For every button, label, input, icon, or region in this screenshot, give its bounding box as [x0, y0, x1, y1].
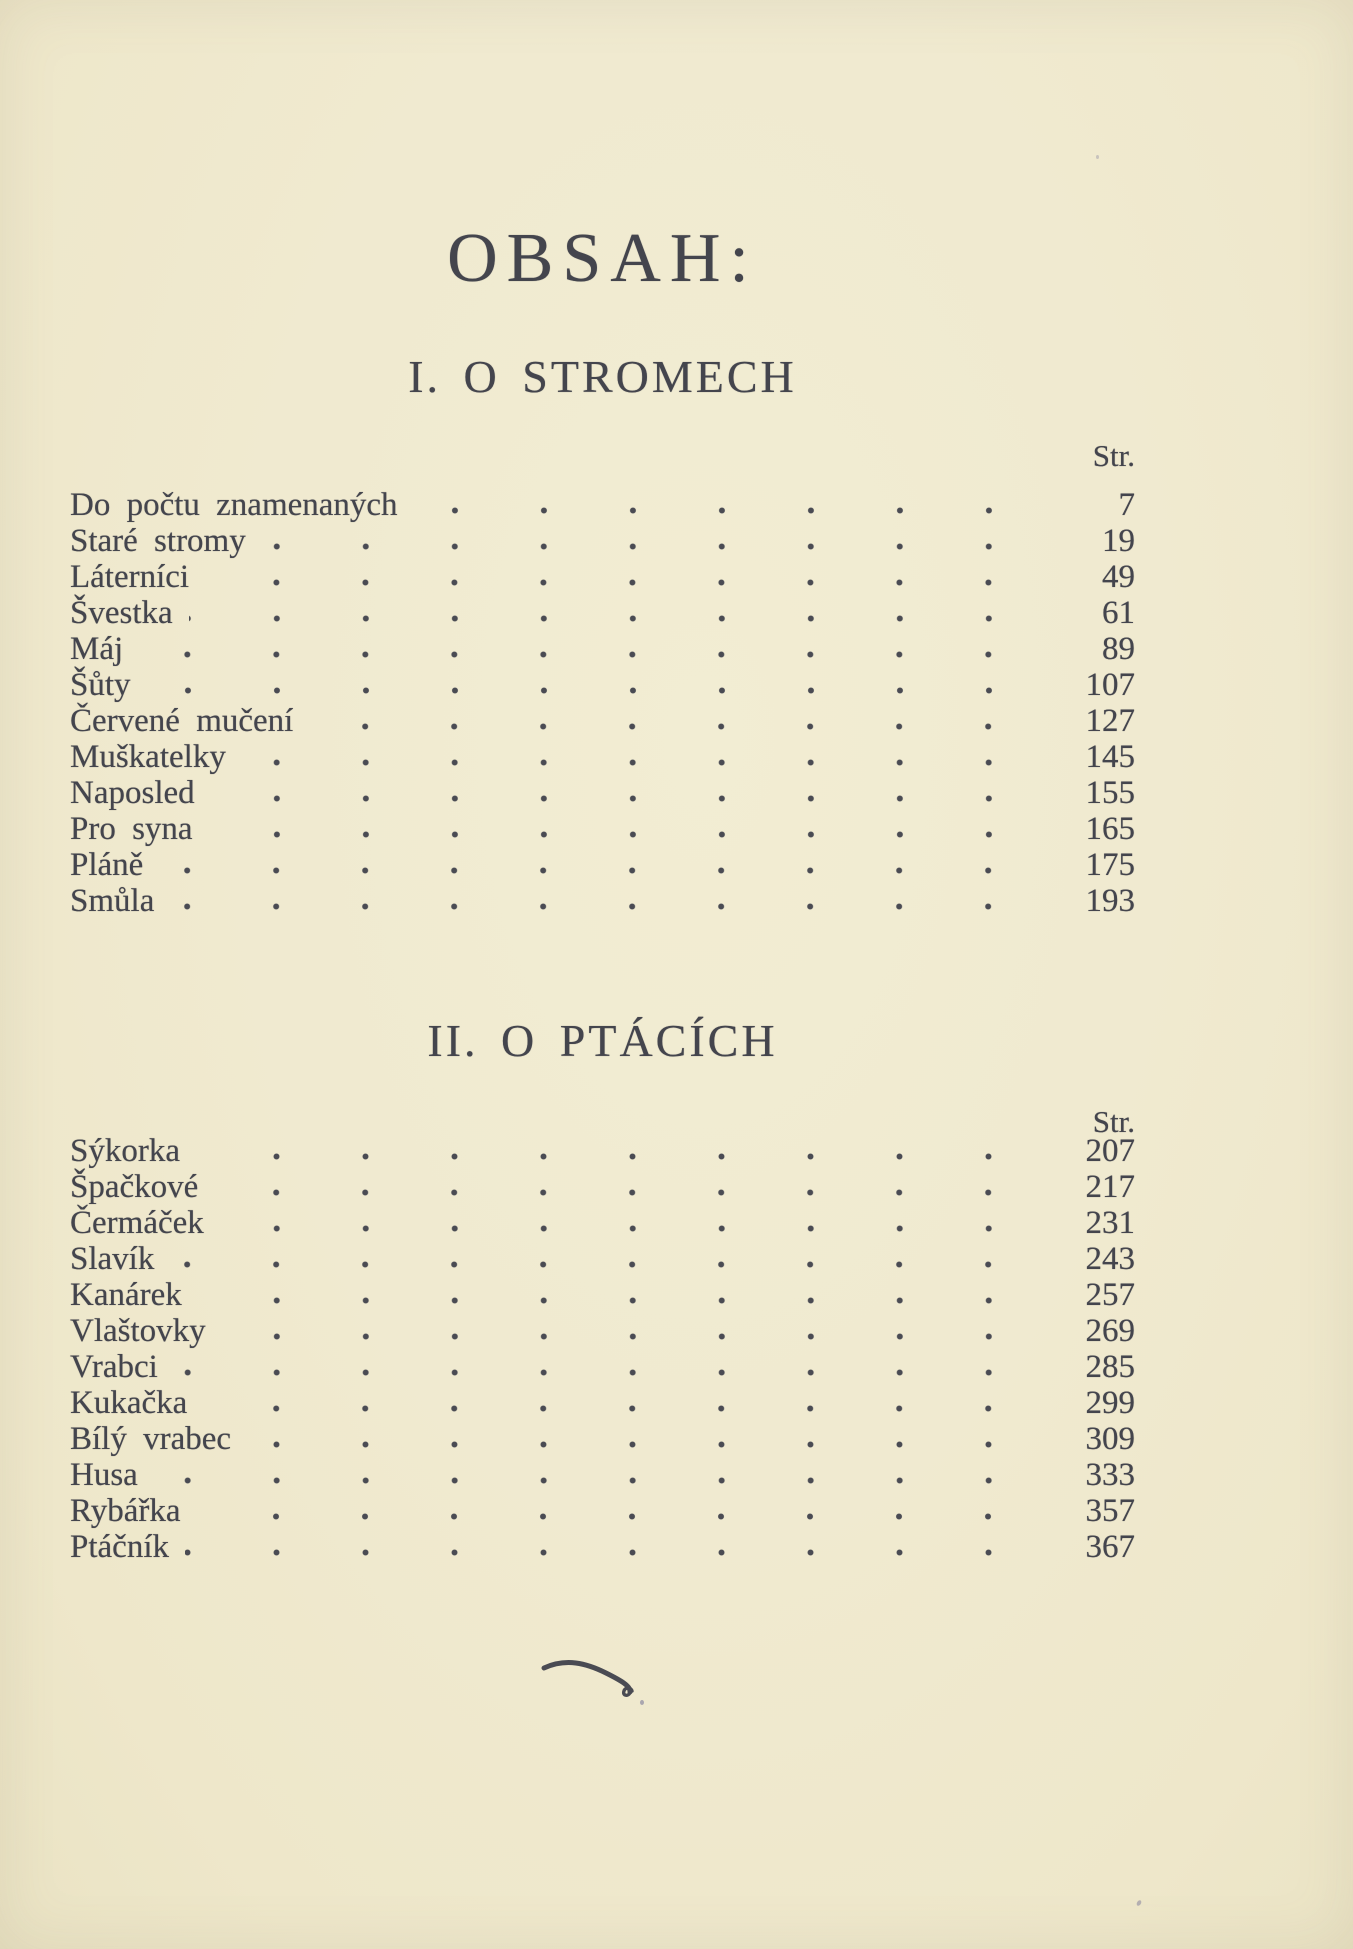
toc-row [70, 523, 1135, 559]
toc-dot-leader [214, 1169, 1035, 1205]
toc-row [70, 1421, 1135, 1457]
toc-entry-title: Červené mučení [70, 703, 294, 739]
toc-entry-page: 7 [1118, 487, 1135, 523]
toc-entry-page: 175 [1085, 847, 1135, 883]
toc-entry-title: Kanárek [70, 1277, 182, 1313]
toc-row [70, 1205, 1135, 1241]
paper-speck [1096, 155, 1099, 159]
toc-entry-page: 89 [1102, 631, 1135, 667]
toc-row [70, 1241, 1135, 1277]
toc-dot-leader [205, 559, 1035, 595]
toc-dot-leader [196, 1133, 1035, 1169]
toc-dot-leader [242, 739, 1035, 775]
toc-entry-page: 285 [1085, 1349, 1135, 1385]
toc-dot-leader [211, 775, 1035, 811]
toc-row [70, 1313, 1135, 1349]
toc-entry-title: Husa [70, 1457, 138, 1493]
toc-dot-leader [170, 1241, 1035, 1277]
toc-row [70, 1349, 1135, 1385]
toc-entry-title: Čermáček [70, 1205, 204, 1241]
toc-entry-title: Muškatelky [70, 739, 226, 775]
toc-list-birds [70, 1133, 1135, 1565]
toc-entry-page: 207 [1085, 1133, 1135, 1169]
toc-entry-title: Vlaštovky [70, 1313, 206, 1349]
toc-entry-page: 61 [1102, 595, 1135, 631]
section-heading-birds: II. O PTÁCÍCH [427, 1015, 778, 1066]
paper-speck [1136, 1899, 1142, 1906]
toc-entry-title: Ptáčník [70, 1529, 169, 1565]
toc-entry-title: Kukačka [70, 1385, 188, 1421]
toc-entry-title: Pro syna [70, 811, 193, 847]
toc-entry-title: Vrabci [70, 1349, 158, 1385]
toc-dot-leader [185, 1529, 1035, 1565]
toc-dot-leader [170, 883, 1035, 919]
toc-row [70, 1493, 1135, 1529]
toc-entry-page: 357 [1085, 1493, 1135, 1529]
toc-dot-leader [198, 1277, 1035, 1313]
toc-row [70, 667, 1135, 703]
toc-row [70, 847, 1135, 883]
toc-row [70, 595, 1135, 631]
toc-row [70, 559, 1135, 595]
toc-entry-page: 257 [1085, 1277, 1135, 1313]
toc-row [70, 487, 1135, 523]
toc-row [70, 811, 1135, 847]
toc-entry-title: Pláně [70, 847, 144, 883]
toc-entry-page: 145 [1085, 739, 1135, 775]
toc-dot-leader [209, 811, 1035, 847]
toc-dot-leader [414, 487, 1035, 523]
toc-row [70, 739, 1135, 775]
toc-dot-leader [220, 1205, 1035, 1241]
toc-row [70, 1529, 1135, 1565]
toc-entry-title: Špačkové [70, 1169, 199, 1205]
toc-dot-leader [189, 595, 1035, 631]
toc-dot-leader [154, 1457, 1035, 1493]
toc-row [70, 1169, 1135, 1205]
toc-row [70, 631, 1135, 667]
toc-entry-title: Šůty [70, 667, 131, 703]
toc-dot-leader [203, 1385, 1035, 1421]
toc-entry-title: Bílý vrabec [70, 1421, 232, 1457]
toc-entry-title: Naposled [70, 775, 195, 811]
paper-speck [640, 1700, 644, 1705]
toc-entry-page: 367 [1085, 1529, 1135, 1565]
toc-dot-leader [174, 1349, 1035, 1385]
toc-row [70, 775, 1135, 811]
toc-entry-page: 217 [1085, 1169, 1135, 1205]
toc-row [70, 883, 1135, 919]
toc-dot-leader [196, 1493, 1035, 1529]
toc-entry-page: 231 [1085, 1205, 1135, 1241]
toc-entry-title: Slavík [70, 1241, 155, 1277]
toc-dot-leader [159, 847, 1035, 883]
toc-entry-page: 333 [1085, 1457, 1135, 1493]
toc-entry-page: 19 [1102, 523, 1135, 559]
toc-entry-page: 49 [1102, 559, 1135, 595]
toc-entry-title: Máj [70, 631, 124, 667]
toc-entry-page: 127 [1085, 703, 1135, 739]
toc-entry-page: 269 [1085, 1313, 1135, 1349]
toc-dot-leader [309, 703, 1035, 739]
toc-dot-leader [139, 631, 1035, 667]
toc-dot-leader [262, 523, 1035, 559]
toc-row [70, 1457, 1135, 1493]
toc-entry-page: 299 [1085, 1385, 1135, 1421]
toc-list-trees [70, 487, 1135, 919]
toc-dot-leader [247, 1421, 1035, 1457]
toc-entry-page: 193 [1085, 883, 1135, 919]
toc-row [70, 1133, 1135, 1169]
toc-dot-leader [222, 1313, 1035, 1349]
page-column-header: Str. [1092, 438, 1135, 473]
toc-entry-title: Smůla [70, 883, 155, 919]
section-heading-trees: I. O STROMECH [408, 351, 797, 402]
toc-entry-title: Švestka [70, 595, 173, 631]
toc-row [70, 1385, 1135, 1421]
toc-row [70, 703, 1135, 739]
toc-entry-title: Do počtu znamenaných [70, 487, 398, 523]
toc-entry-title: Láterníci [70, 559, 190, 595]
toc-entry-page: 155 [1085, 775, 1135, 811]
flourish-mark [540, 1650, 652, 1706]
toc-entry-title: Sýkorka [70, 1133, 180, 1169]
toc-entry-page: 243 [1085, 1241, 1135, 1277]
toc-entry-page: 107 [1085, 667, 1135, 703]
page-column-header: Str. [1092, 1104, 1135, 1139]
toc-entry-title: Staré stromy [70, 523, 246, 559]
toc-row [70, 1277, 1135, 1313]
toc-entry-title: Rybářka [70, 1493, 181, 1529]
toc-dot-leader [147, 667, 1035, 703]
toc-entry-page: 309 [1085, 1421, 1135, 1457]
toc-entry-page: 165 [1085, 811, 1135, 847]
page-title: OBSAH: [447, 220, 758, 297]
